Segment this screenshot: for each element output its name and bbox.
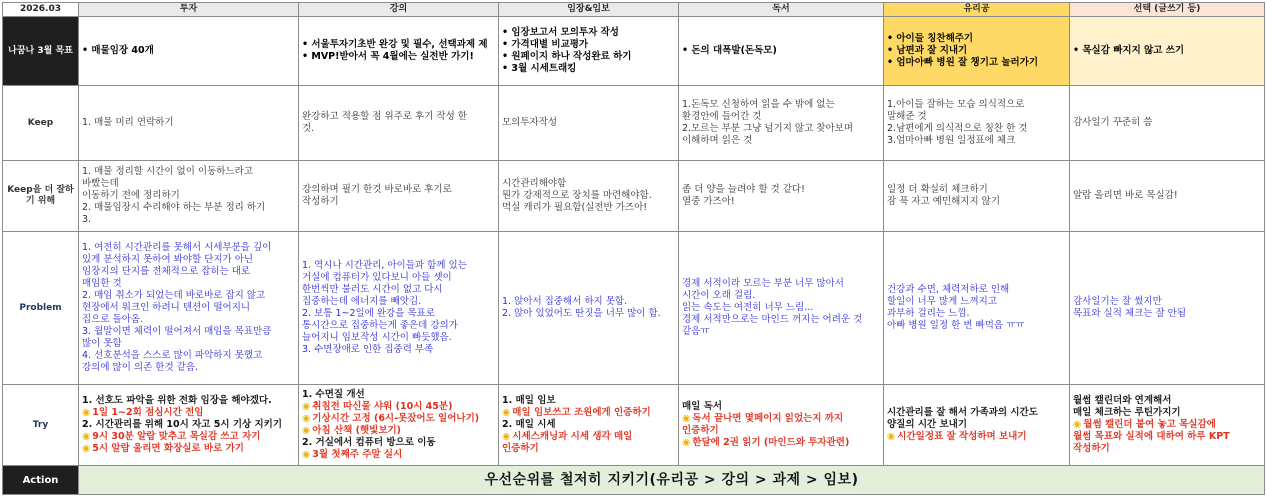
- keep-row: [3, 86, 1265, 161]
- cell-line: 1. 역시나 시간관리, 아이들과 함께 있는: [302, 260, 467, 271]
- try-subitem: [1073, 431, 1261, 443]
- cell-line: 바빴는데: [82, 178, 119, 189]
- try-text: 양질의 시간 보내기: [887, 419, 968, 430]
- lightbulb-icon: ◉: [302, 425, 311, 436]
- problem-cell: [679, 232, 884, 385]
- keep-cell: [1070, 86, 1265, 161]
- keep-better-cell: [299, 161, 499, 232]
- try-cell: [299, 385, 499, 466]
- cell-line: 시간관리해야함: [502, 178, 567, 189]
- keep-better-cell: [679, 161, 884, 232]
- month-label: 2026.03: [3, 3, 79, 17]
- col-header-invest: 투자: [79, 3, 299, 17]
- lightbulb-icon: ◉: [82, 407, 91, 418]
- action-banner: 우선순위를 철저히 지키기(유리공 > 강의 > 과제 > 임보): [79, 466, 1265, 495]
- col-header-yurigong: 유리공: [884, 3, 1070, 17]
- cell-line: 읽는 속도는 여전히 너무 느림...: [682, 302, 814, 313]
- try-text: 취침전 따신물 샤워 (10시 45분): [312, 401, 453, 412]
- cell-line: 1.돈독모 신청하여 읽을 수 밖에 없는: [682, 99, 835, 110]
- lightbulb-icon: ◉: [82, 443, 91, 454]
- col-header-lecture: 강의: [299, 3, 499, 17]
- goal-cell: [299, 17, 499, 86]
- try-subitem: [682, 437, 880, 449]
- col-header-imjang: 임장&임보: [499, 3, 679, 17]
- cell-line: 집중하는데 에너지를 빼앗김.: [302, 296, 422, 307]
- cell-line: 모의투자작성: [502, 117, 558, 128]
- cell-line: 일정 더 확실히 체크하기: [887, 184, 988, 195]
- try-text: 3월 첫째주 주말 실시: [312, 449, 403, 460]
- try-item: [82, 419, 295, 431]
- cell-line: 집으로 돌아옴.: [82, 314, 144, 325]
- try-subitem: [302, 425, 495, 437]
- lightbulb-icon: ◉: [502, 407, 511, 418]
- row-label-problem: Problem: [3, 232, 79, 385]
- lightbulb-icon: ◉: [82, 431, 91, 442]
- cell-line: 2. 매임 취소가 되었는데 바로바로 잡지 않고: [82, 290, 266, 301]
- keep-cell: [884, 86, 1070, 161]
- try-item: [682, 401, 880, 413]
- cell-line: 좀 더 양을 늘려야 할 것 같다!: [682, 184, 805, 195]
- cell-line: 말해준 것: [887, 111, 927, 122]
- cell-line: 있게 분석하지 못하여 봐야할 단지가 아닌: [82, 254, 254, 265]
- cell-line: 4. 선호분석을 스스로 많이 파악하지 못했고: [82, 350, 263, 361]
- try-text: 매일 독서: [682, 401, 723, 412]
- col-header-optional: 선택 (글쓰기 등): [1070, 3, 1265, 17]
- cell-line: 통시간으로 집중하는게 좋은데 강의가: [302, 320, 458, 331]
- keep-cell: [499, 86, 679, 161]
- row-label-try: Try: [3, 385, 79, 466]
- try-text: 2. 거실에서 컴퓨터 방으로 이동: [302, 437, 436, 448]
- try-subitem: [502, 431, 675, 443]
- row-label-goal: 나꿈나 3월 목표: [3, 17, 79, 86]
- try-item: [302, 437, 495, 449]
- try-text: 5시 알람 울리면 화장실로 바로 가기: [92, 443, 244, 454]
- try-text: 2. 매일 시세: [502, 419, 556, 430]
- try-subitem: [82, 407, 295, 419]
- try-subitem: [887, 431, 1066, 443]
- try-text: 9시 30분 알람 맞추고 목실감 쓰고 자기: [92, 431, 261, 442]
- cell-line: • 엄마아빠 병원 잘 챙기고 놀러가기: [887, 57, 1039, 68]
- action-row: [3, 466, 1265, 495]
- try-cell: [884, 385, 1070, 466]
- cell-line: 3.: [82, 214, 92, 225]
- cell-line: 1. 매물 미리 연락하기: [82, 117, 174, 128]
- row-label-keep-better: Keep을 더 잘하기 위해: [3, 161, 79, 232]
- try-item: [502, 419, 675, 431]
- goal-row: [3, 17, 1265, 86]
- problem-cell: [299, 232, 499, 385]
- lightbulb-icon: ◉: [682, 413, 691, 424]
- cell-line: 이해하며 읽은 것: [682, 135, 753, 146]
- try-text: 시간일정표 잘 작성하며 보내기: [897, 431, 1027, 442]
- cell-line: 현장에서 워크인 하려니 텐션이 떨어지니: [82, 302, 251, 313]
- cell-line: • 서울투자기초반 완강 및 필수, 선택과제 제: [302, 39, 488, 50]
- problem-cell: [79, 232, 299, 385]
- cell-line: 감사일기 꾸준히 씀: [1073, 117, 1153, 128]
- cell-line: 작성하기: [302, 196, 339, 207]
- try-subitem: [1073, 443, 1261, 455]
- lightbulb-icon: ◉: [302, 401, 311, 412]
- cell-line: • 돈의 대폭발(돈독모): [682, 45, 777, 56]
- try-item: [302, 389, 495, 401]
- lightbulb-icon: ◉: [302, 413, 311, 424]
- cell-line: 경제 서적이라 모르는 부분 너무 많아서: [682, 278, 844, 289]
- cell-line: • 목실감 빠지지 않고 쓰기: [1073, 45, 1185, 56]
- cell-line: 먹실 캐리가 필요함(실전반 가즈아!: [502, 202, 648, 213]
- try-text: 독서 끝나면 몇페이지 읽었는지 까지: [692, 413, 844, 424]
- cell-line: 뭔가 강제적으로 장치를 마련해야함.: [502, 190, 652, 201]
- problem-cell: [1070, 232, 1265, 385]
- try-subitem: [682, 425, 880, 437]
- try-item: [1073, 395, 1261, 407]
- cell-line: • 매물임장 40개: [82, 45, 154, 56]
- cell-line: 1. 여전히 시간관리를 못해서 시세부분을 깊이: [82, 242, 272, 253]
- cell-line: 한번씩만 불러도 시간이 없고 다시: [302, 284, 443, 295]
- cell-line: • 임장보고서 모의투자 작성: [502, 27, 619, 38]
- try-cell: [79, 385, 299, 466]
- keep-better-cell: [1070, 161, 1265, 232]
- try-text: 한달에 2권 읽기 (마인드와 투자관련): [692, 437, 850, 448]
- try-text: 매일 임보쓰고 조원에게 인증하기: [512, 407, 651, 418]
- try-subitem: [502, 443, 675, 455]
- cell-line: 2.모르는 부분 그냥 넘기지 않고 찾아보며: [682, 123, 853, 134]
- try-text: 월썸 캘린더 붙여 놓고 목실감에: [1083, 419, 1216, 430]
- cell-line: 할일이 너무 많게 느껴지고: [887, 296, 998, 307]
- try-text: 1. 선호도 파악을 위한 전화 임장을 해야겠다.: [82, 395, 272, 406]
- cell-line: 매임한 것: [82, 278, 122, 289]
- cell-line: 과부하 걸리는 느낌.: [887, 308, 970, 319]
- cell-line: 강의에 많이 의존 한것 같음.: [82, 362, 199, 373]
- cell-line: 시간이 오래 걸림.: [682, 290, 756, 301]
- cell-line: 강의하며 필기 한것 바로바로 후기로: [302, 184, 452, 195]
- try-subitem: [302, 413, 495, 425]
- try-text: 아침 산책 (햇빛보기): [312, 425, 402, 436]
- cell-line: 이동하기 전에 정리하기: [82, 190, 180, 201]
- col-header-reading: 독서: [679, 3, 884, 17]
- try-cell: [679, 385, 884, 466]
- cell-line: 임장지의 단지를 전체적으로 잡히는 대로: [82, 266, 251, 277]
- try-text: 2. 시간관리를 위해 10시 자고 5시 기상 지키기: [82, 419, 283, 430]
- retrospective-table: [2, 2, 1265, 495]
- cell-line: 열중 가즈아!: [682, 196, 735, 207]
- try-subitem: [682, 413, 880, 425]
- try-text: 기상시간 고정 (6시-못잤어도 일어나기): [312, 413, 480, 424]
- row-label-action: Action: [3, 466, 79, 495]
- cell-line: 잠 푹 자고 예민해지지 않기: [887, 196, 1001, 207]
- cell-line: 감사일기는 잘 썼지만: [1073, 296, 1162, 307]
- cell-line: 알람 올리면 바로 목실감!: [1073, 190, 1178, 201]
- cell-line: 많이 못함: [82, 338, 122, 349]
- cell-line: 건강과 수면, 체력저하로 인해: [887, 284, 1010, 295]
- try-text: 1일 1~2회 점심시간 전임: [92, 407, 204, 418]
- try-cell: [499, 385, 679, 466]
- cell-line: • 남편과 잘 지내기: [887, 45, 968, 56]
- cell-line: 2.남편에게 의식적으로 칭찬 한 것: [887, 123, 1028, 134]
- goal-cell: [79, 17, 299, 86]
- cell-line: 3. 수면장애로 인한 집중력 부족: [302, 344, 434, 355]
- keep-better-row: [3, 161, 1265, 232]
- cell-line: • 아이들 칭찬해주기: [887, 33, 974, 44]
- keep-better-cell: [79, 161, 299, 232]
- cell-line: 거실에 컴퓨터가 있다보니 아들 셋이: [302, 272, 452, 283]
- try-cell: [1070, 385, 1265, 466]
- keep-cell: [79, 86, 299, 161]
- try-item: [1073, 407, 1261, 419]
- cell-line: 1.아이들 잘하는 모습 의식적으로: [887, 99, 1025, 110]
- cell-line: 목표와 실적 체크는 잘 안됨: [1073, 308, 1187, 319]
- header-row: [3, 3, 1265, 17]
- goal-cell: [499, 17, 679, 86]
- cell-line: 3.엄마아빠 병원 일정표에 체크: [887, 135, 1016, 146]
- keep-cell: [679, 86, 884, 161]
- try-text: 작성하기: [1073, 443, 1110, 454]
- cell-line: • 3월 시세트래킹: [502, 63, 577, 74]
- cell-line: 2. 매물임장시 수리해야 하는 부분 정리 하기: [82, 202, 266, 213]
- problem-cell: [884, 232, 1070, 385]
- cell-line: 2. 보통 1~2일에 완강을 목표로: [302, 308, 435, 319]
- goal-cell: [1070, 17, 1265, 86]
- cell-line: • MVP!받아서 꼭 4월에는 실전반 가기!: [302, 51, 474, 62]
- lightbulb-icon: ◉: [887, 431, 896, 442]
- try-item: [887, 419, 1066, 431]
- problem-cell: [499, 232, 679, 385]
- cell-line: 늘어지니 임보작성 시간이 빠듯했음.: [302, 332, 452, 343]
- cell-line: 경제 서적만으로는 마인드 꺼지는 어려운 것: [682, 314, 863, 325]
- cell-line: 2. 앉아 있었어도 딴짓을 너무 많이 함.: [502, 308, 661, 319]
- keep-cell: [299, 86, 499, 161]
- goal-cell: [884, 17, 1070, 86]
- try-subitem: [302, 401, 495, 413]
- try-text: 1. 수면질 개선: [302, 389, 365, 400]
- try-row: [3, 385, 1265, 466]
- try-subitem: [1073, 419, 1261, 431]
- cell-line: 1. 앉아서 집중해서 하지 못함.: [502, 296, 628, 307]
- try-item: [82, 395, 295, 407]
- cell-line: • 원페이지 하나 작성완료 하기: [502, 51, 632, 62]
- cell-line: 것.: [302, 123, 315, 134]
- cell-line: 1. 매물 정리할 시간이 없이 이동하느라고: [82, 166, 253, 177]
- lightbulb-icon: ◉: [682, 437, 691, 448]
- lightbulb-icon: ◉: [502, 431, 511, 442]
- lightbulb-icon: ◉: [302, 449, 311, 460]
- cell-line: • 가격대별 비교평가: [502, 39, 589, 50]
- cell-line: 환경안에 들어간 것: [682, 111, 762, 122]
- try-text: 매일 체크하는 루틴가지기: [1073, 407, 1181, 418]
- keep-better-cell: [884, 161, 1070, 232]
- problem-row: [3, 232, 1265, 385]
- try-item: [887, 407, 1066, 419]
- try-text: 1. 매일 임보: [502, 395, 556, 406]
- try-subitem: [502, 407, 675, 419]
- cell-line: 아빠 병원 일정 한 번 빠먹음 ㅠㅠ: [887, 320, 1025, 331]
- try-text: 월썸 캘린더와 연계해서: [1073, 395, 1172, 406]
- cell-line: 완강하고 적용할 점 위주로 후기 작성 한: [302, 111, 467, 122]
- cell-line: 3. 월말이면 체력이 떨어져서 매임을 목표만큼: [82, 326, 272, 337]
- try-subitem: [82, 443, 295, 455]
- lightbulb-icon: ◉: [1073, 419, 1082, 430]
- try-text: 인증하기: [682, 425, 719, 436]
- cell-line: 같음ㅠ: [682, 326, 710, 337]
- try-subitem: [82, 431, 295, 443]
- row-label-keep: Keep: [3, 86, 79, 161]
- try-item: [502, 395, 675, 407]
- goal-cell: [679, 17, 884, 86]
- try-text: 시간관리를 잘 해서 가족과의 시간도: [887, 407, 1038, 418]
- try-text: 시세스캐닝과 시세 생각 매일: [512, 431, 633, 442]
- keep-better-cell: [499, 161, 679, 232]
- try-subitem: [302, 449, 495, 461]
- try-text: 월썸 목표와 실적에 대하여 하루 KPT: [1073, 431, 1230, 442]
- try-text: 인증하기: [502, 443, 539, 454]
